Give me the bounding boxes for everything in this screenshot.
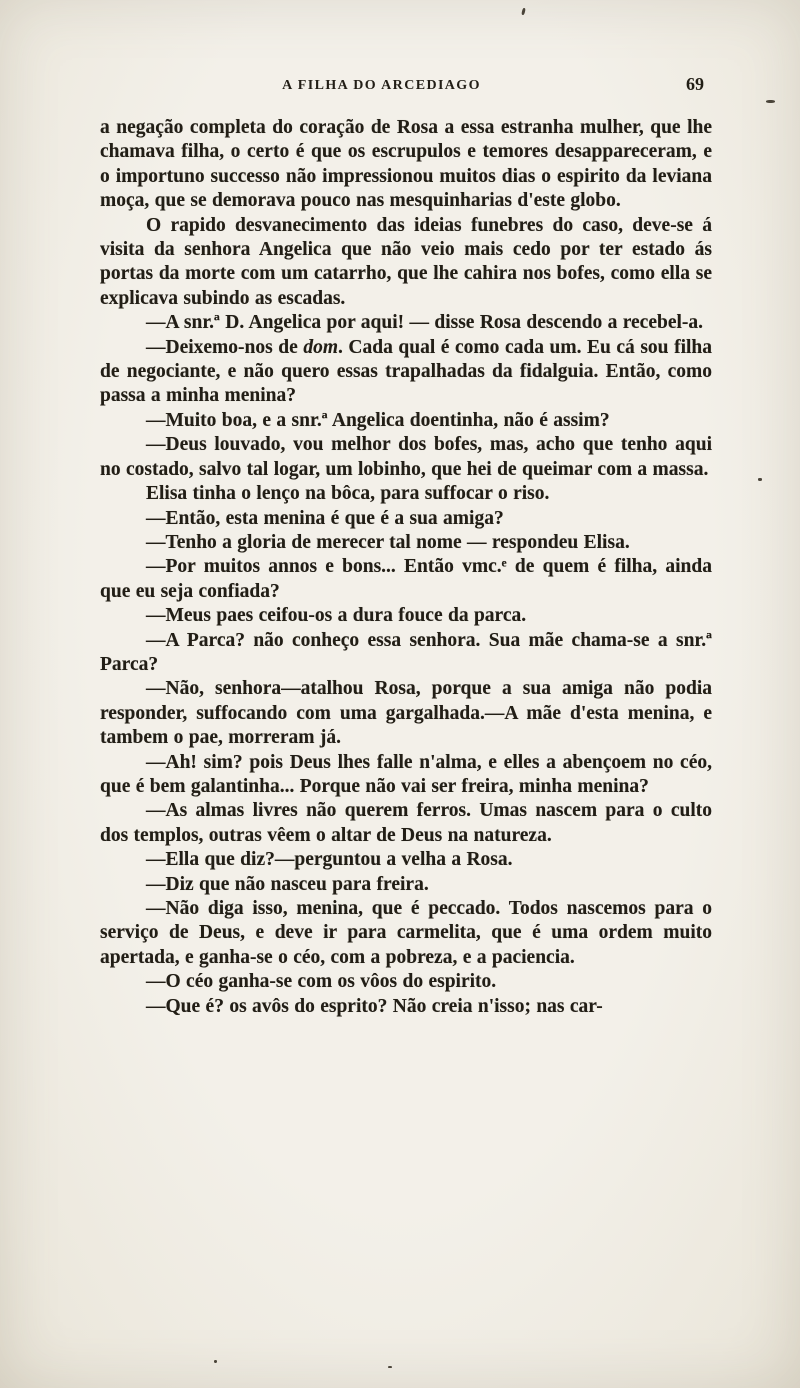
paragraph-dialogue: —Tenho a gloria de merecer tal nome — respondeu Elisa.	[146, 531, 630, 553]
scan-artifact	[214, 1360, 217, 1363]
paragraph: a negação completa do coração de Rosa a essa estranha mulher, que lhe chamava filha, o certo é que os escrupulos e temores desappareceram, e o importuno successo não impressionou muitos dias o espirito da leviana moça, que se demorava pouco nas mesquinharias d'este globo.	[100, 117, 712, 212]
paragraph-dialogue: —Ah! sim? pois Deus lhes falle n'alma, e elles a abençoem no céo, que é bem galantinha... Porque não vai ser freira, minha menina?	[100, 751, 712, 797]
paragraph-dialogue: —Meus paes ceifou-os a dura fouce da parca.	[146, 605, 527, 627]
paragraph-dialogue: —Muito boa, e a snr.ª Angelica doentinha, não é assim?	[146, 409, 610, 431]
paragraph-dialogue: —Por muitos annos e bons... Então vmc.ᵉ de quem é filha, ainda que eu seja confiada?	[100, 556, 712, 602]
running-title: A FILHA DO ARCEDIAGO	[282, 78, 481, 93]
italic-word: dom	[303, 336, 338, 358]
scan-artifact	[758, 478, 762, 481]
paragraph-dialogue: —Não diga isso, menina, que é peccado. Todos nascemos para o serviço de Deus, e deve ir para carmelita, que é uma ordem muito apertada, e ganha-se o céo, com a pobreza, e a paciencia.	[100, 898, 712, 968]
text-block	[100, 116, 712, 1019]
paragraph-dialogue: —Não, senhora—atalhou Rosa, porque a sua amiga não podia responder, suffocando com uma gargalhada.—A mãe d'esta menina, e tambem o pae, morreram já.	[100, 678, 712, 749]
paragraph-dialogue: —Diz que não nasceu para freira.	[146, 873, 429, 895]
paragraph-dialogue: —O céo ganha-se com os vôos do espirito.	[146, 971, 497, 993]
paragraph-dialogue: —Que é? os avôs do esprito? Não creia n'isso; nas car-	[146, 995, 603, 1017]
paragraph-dialogue: —Ella que diz?—perguntou a velha a Rosa.	[146, 849, 513, 871]
paragraph-dialogue: —Então, esta menina é que é a sua amiga?	[146, 507, 504, 529]
paragraph: O rapido desvanecimento das ideias funebres do caso, deve-se á visita da senhora Angelica que não veio mais cedo por ter estado ás portas da morte com um catarrho, que lhe cahira nos bofes, como ella se explicava subindo as escadas.	[100, 214, 712, 309]
dialogue-text: —Deixemo-nos de	[146, 336, 304, 358]
paragraph-dialogue	[100, 336, 712, 409]
paragraph-dialogue: —As almas livres não querem ferros. Umas nascem para o culto dos templos, outras vêem o altar de Deus na natureza.	[100, 800, 712, 846]
scan-artifact	[388, 1366, 392, 1368]
page-header	[100, 74, 712, 98]
paragraph: Elisa tinha o lenço na bôca, para suffocar o riso.	[146, 483, 550, 505]
paragraph-dialogue: —Deus louvado, vou melhor dos bofes, mas, acho que tenho aqui no costado, salvo tal logar, um lobinho, que hei de queimar com a massa.	[100, 434, 712, 480]
scan-artifact	[766, 100, 775, 103]
dialogue-text: . Cada qual é como cada um. Eu cá sou filha de negociante, e não quero essas trapalhadas da fidalguia. Então, como passa a minha menina?	[100, 336, 712, 407]
scan-artifact	[521, 8, 526, 16]
paragraph-dialogue: —A Parca? não conheço essa senhora. Sua mãe chama-se a snr.ª Parca?	[100, 629, 712, 675]
paragraph-dialogue: —A snr.ª D. Angelica por aqui! — disse Rosa descendo a recebel-a.	[146, 312, 704, 334]
page-number: 69	[686, 74, 704, 94]
